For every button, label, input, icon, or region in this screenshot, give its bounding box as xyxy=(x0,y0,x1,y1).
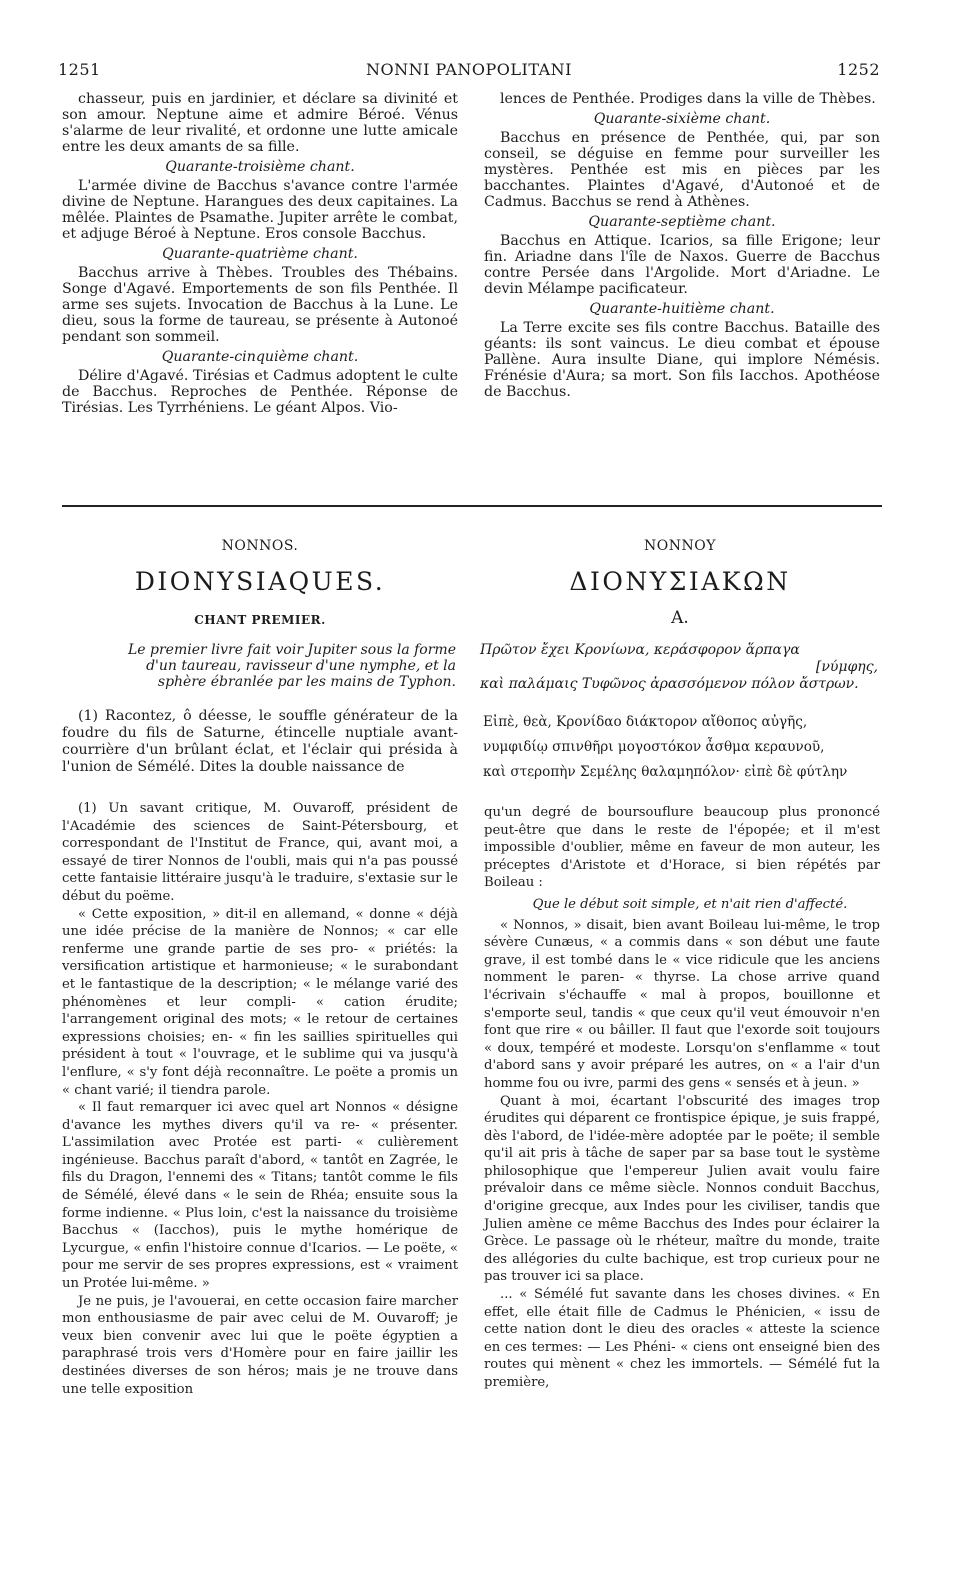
footnote-right-column xyxy=(484,804,880,1392)
greek-work-title: ΔΙΟΝΥΣΙΑΚΩΝ xyxy=(569,567,791,596)
greek-verses xyxy=(483,714,881,789)
footnote-paragraph: « Nonnos, » disait, bien avant Boileau lui-même, le trop sévère Cunæus, « a commis dans « son début une faute grave, il est tombé dans le « vice ridicule que les anciens nomment le paren- « thyrse. La chose arrive quand l'écrivain s'échauffe « mal à propos, bouillonne et s'emporte seul, tandis « que ceux qu'il veut émouvoir n'en font que rire « ou bâiller. Il faut que l'exorde soit toujours « doux, tempéré et modeste. Lorsqu'on s'enflamme « tout d'abord sans y avoir préparé les autres, on « a l'air d'un homme fou ou ivre, parmi des gens « sensés et à jeun. » xyxy=(484,917,880,1091)
page-number-right: 1252 xyxy=(837,60,880,79)
summary-paragraph: Bacchus en Attique. Icarios, sa fille Erigone; leur fin. Ariadne dans l'île de Naxos. Guerre de Bacchus contre Persée dans l'Argolide. Mort d'Ariadne. Le devin Mélampe pacificateur. xyxy=(484,233,880,297)
greek-verse-3: καὶ στεροπὴν Σεμέλης θαλαμηπόλον· εἰπὲ δὲ φύτλην xyxy=(483,764,848,780)
greek-verse-2: νυμφιδίῳ σπινθῆρι μογοστόκον ἆσθμα κεραυνοῦ, xyxy=(483,739,825,755)
quoted-verse: Que le début soit simple, et n'ait rien d'affecté. xyxy=(532,896,848,912)
top-right-column xyxy=(484,91,880,400)
footnote-paragraph: ... « Sémélé fut savante dans les choses divines. « En effet, elle était fille de Cadmus le Phénicien, « issu de cette nation dont le dieu des oracles « atteste la science en ces termes: — Les Phéni- « ciens ont enseigné bien des routes qui mènent « chez les immortels. — Sémélé fut la première, xyxy=(484,1287,880,1390)
summary-paragraph: Bacchus en présence de Penthée, qui, par son conseil, se déguise en femme pour surveiller les mystères. Penthée est mis en pièces par les bacchantes. Plaintes d'Agavé, d'Autonoé et de Cadmus. Bacchus se rend à Athènes. xyxy=(484,130,880,210)
chant-heading: Quarante-septième chant. xyxy=(588,214,776,230)
section-divider xyxy=(62,505,882,507)
french-chant-title: CHANT PREMIER. xyxy=(194,613,326,627)
greek-summary xyxy=(480,642,878,693)
chant-heading: Quarante-sixième chant. xyxy=(593,111,771,127)
running-title: NONNI PANOPOLITANI xyxy=(366,60,572,79)
french-intro-text xyxy=(62,708,458,776)
footnote-paragraph: Quant à moi, écartant l'obscurité des images trop érudites qui déparent ce frontispice épique, je suis frappé, dès l'abord, de l'idée-mère adoptée par le poëte; il semble qu'il ait pris à tâche de saper par sa base tout le système philosophique que l'empereur Julien avait voulu faire prévaloir dans ce même siècle. Nonnos conduit Bacchus, d'origine grecque, aux Indes pour les civiliser, tandis que Julien amène ce même Bacchus des Indes pour éclairer la Grèce. Le passage où le rhéteur, maître du monde, traite des allégories du culte bachique, est trop curieux pour ne pas trouver ici sa place. xyxy=(484,1093,880,1285)
greek-summary-line-1: Πρῶτον ἔχει Κρονίωνα, κεράσφορον ἅρπαγα xyxy=(480,642,800,658)
greek-verse-1: Εἰπὲ, θεὰ, Κρονίδαο διάκτορον αἴθοπος αὐγῆς, xyxy=(483,714,808,730)
footnote-paragraph: « Cette exposition, » dit-il en allemand, « donne « déjà une idée précise de la manière de Nonnos; « car elle renferme une grande partie de ses pro- « priétés: la versification artistique et harmonieuse; « le surabondant et le fantastique de la description; « le mélange varié des phénomènes et leur compli- « cation érudite; l'arrangement original des mots; « le retour de certaines expressions choisies; en- « fin les saillies spirituelles qui président à tout « l'ouvrage, et le sublime qui va jusqu'à l'enflure, « s'y font déjà reconnaître. Le poëte a promis un « chant varié; il tiendra parole. xyxy=(62,906,458,1098)
footnote-paragraph: (1) Un savant critique, M. Ouvaroff, président de l'Académie des sciences de Saint-Pétersbourg, et correspondant de l'Institut de France, qui, avant moi, a essayé de tirer Nonnos de l'oubli, mais qui n'a pas poussé cette fantaisie littéraire jusqu'à le traduire, s'extasie sur le début du poëme. xyxy=(62,801,458,904)
greek-author: ΝΟΝΝΟΥ xyxy=(644,538,716,554)
summary-paragraph: La Terre excite ses fils contre Bacchus. Bataille des géants: ils sont vaincus. Le dieu combat et épouse Pallène. Aura insulte Diane, qui implore Némésis. Frénésie d'Aura; sa mort. Son fils Iacchos. Apothéose de Bacchus. xyxy=(484,320,880,400)
top-left-column xyxy=(62,91,458,416)
summary-paragraph: lences de Penthée. Prodiges dans la ville de Thèbes. xyxy=(500,91,876,107)
page-number-left: 1251 xyxy=(58,60,101,79)
footnote-paragraph: Je ne puis, je l'avouerai, en cette occasion faire marcher mon enthousiasme de pair avec celui de M. Ouvaroff; je veux bien convenir avec lui que le poëte égyptien a paraphrasé trois vers d'Homère pour en faire jaillir les destinées diverses de son héros; mais je ne trouve dans une telle exposition xyxy=(62,1293,458,1397)
greek-summary-line-3: καὶ παλάμαις Τυφῶνος ἀρασσόμενον πόλον ἄστρων. xyxy=(480,676,859,692)
chant-heading: Quarante-troisième chant. xyxy=(165,159,355,175)
footnote-paragraph: « Il faut remarquer ici avec quel art Nonnos « désigne d'avance les mythes divers qu'il va re- « présenter. L'assimilation avec Protée est parti- « culièrement ingénieuse. Bacchus paraît d'abord, « tantôt en Zagrée, le fils du Dragon, l'ennemi des « Titans; tantôt comme le fils de Sémélé, élevé dans « le sein de Rhéa; ensuite sous la forme indienne. « Plus loin, c'est la naissance du troisième Bacchus « (Iacchos), puis le mythe homérique de Lycurgue, « enfin l'histoire connue d'Icarios. — Le poëte, « pour me servir de ses propres expressions, est « vraiment un Protée lui-même. » xyxy=(62,1100,458,1292)
french-author: NONNOS. xyxy=(221,538,299,554)
summary-paragraph: Bacchus arrive à Thèbes. Troubles des Thébains. Songe d'Agavé. Emportements de son fils Penthée. Il arme ses sujets. Invocation de Bacchus à la Lune. Le dieu, sous la forme de taureau, se présente à Autonoé pendant son sommeil. xyxy=(62,265,458,345)
french-work-title: DIONYSIAQUES. xyxy=(134,567,386,596)
greek-summary-line-2: [νύμφης, xyxy=(815,659,878,675)
footnote-left-column xyxy=(62,800,458,1398)
greek-book-letter: Α. xyxy=(671,608,689,628)
french-intro-paragraph: (1) Racontez, ô déesse, le souffle générateur de la foudre du fils de Saturne, étincelle nuptiale avant-courrière d'un brûlant éclat, et l'éclair qui présida à l'union de Sémélé. Dites la double naissance de xyxy=(62,708,458,775)
french-summary: Le premier livre fait voir Jupiter sous la forme d'un taureau, ravisseur d'une nymphe, et la sphère ébranlée par les mains de Typhon. xyxy=(127,642,456,690)
summary-paragraph: chasseur, puis en jardinier, et déclare sa divinité et son amour. Neptune aime et admire Béroé. Vénus s'alarme de leur rivalité, et ordonne une lutte amicale entre les deux amants de sa fille. xyxy=(62,91,458,155)
running-header xyxy=(58,60,880,84)
chant-heading: Quarante-huitième chant. xyxy=(589,301,775,317)
summary-paragraph: L'armée divine de Bacchus s'avance contre l'armée divine de Neptune. Harangues des deux capitaines. La mêlée. Plaintes de Psamathe. Jupiter arrête le combat, et adjuge Béroé à Neptune. Eros console Bacchus. xyxy=(62,178,458,242)
footnote-paragraph: qu'un degré de boursouflure beaucoup plus prononcé peut-être que dans le reste de l'épopée; et il m'est impossible d'oublier, même en faveur de mon auteur, les préceptes d'Aristote et d'Horace, si bien répétés par Boileau : xyxy=(484,805,880,891)
summary-paragraph: Délire d'Agavé. Tirésias et Cadmus adoptent le culte de Bacchus. Reproches de Penthée. Réponse de Tirésias. Les Tyrrhéniens. Le géant Alpos. Vio- xyxy=(62,368,458,416)
chant-heading: Quarante-cinquième chant. xyxy=(161,349,359,365)
chant-heading: Quarante-quatrième chant. xyxy=(162,246,358,262)
